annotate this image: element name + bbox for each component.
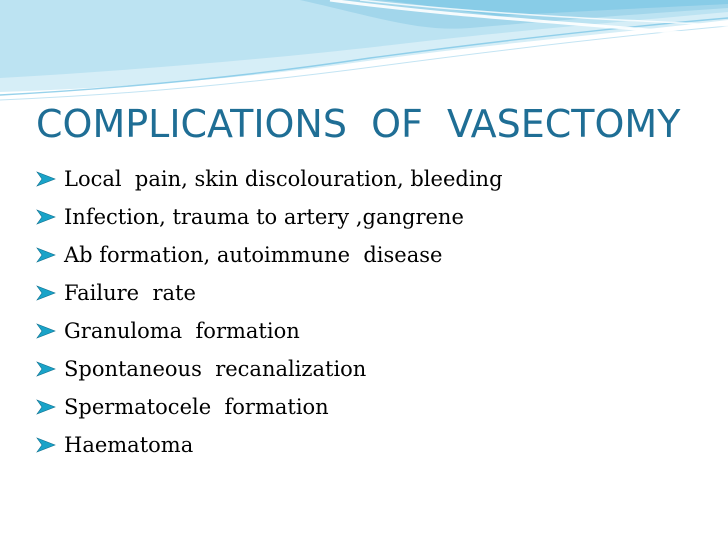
arrowhead-bullet-icon	[34, 168, 62, 190]
header-wave-decoration	[0, 0, 728, 110]
bullet-text: Spermatocele formation	[64, 395, 329, 419]
bullet-text: Granuloma formation	[64, 319, 300, 343]
bullet-item	[34, 274, 503, 312]
arrowhead-bullet-icon	[34, 396, 62, 418]
arrowhead-bullet-icon	[34, 282, 62, 304]
bullet-text: Infection, trauma to artery ,gangrene	[64, 205, 464, 229]
arrowhead-bullet-icon	[34, 320, 62, 342]
slide-title: COMPLICATIONS OF VASECTOMY	[36, 102, 681, 146]
bullet-text: Local pain, skin discolouration, bleeding	[64, 167, 503, 191]
arrowhead-bullet-icon	[34, 358, 62, 380]
bullet-item	[34, 350, 503, 388]
bullet-item	[34, 160, 503, 198]
bullet-item	[34, 312, 503, 350]
bullet-text: Spontaneous recanalization	[64, 357, 367, 381]
arrowhead-bullet-icon	[34, 434, 62, 456]
bullet-item	[34, 236, 503, 274]
bullet-item	[34, 388, 503, 426]
bullet-text: Haematoma	[64, 433, 194, 457]
arrowhead-bullet-icon	[34, 244, 62, 266]
bullet-item	[34, 426, 503, 464]
bullet-text: Failure rate	[64, 281, 196, 305]
arrowhead-bullet-icon	[34, 206, 62, 228]
bullet-list	[34, 160, 503, 464]
bullet-item	[34, 198, 503, 236]
bullet-text: Ab formation, autoimmune disease	[64, 243, 443, 267]
